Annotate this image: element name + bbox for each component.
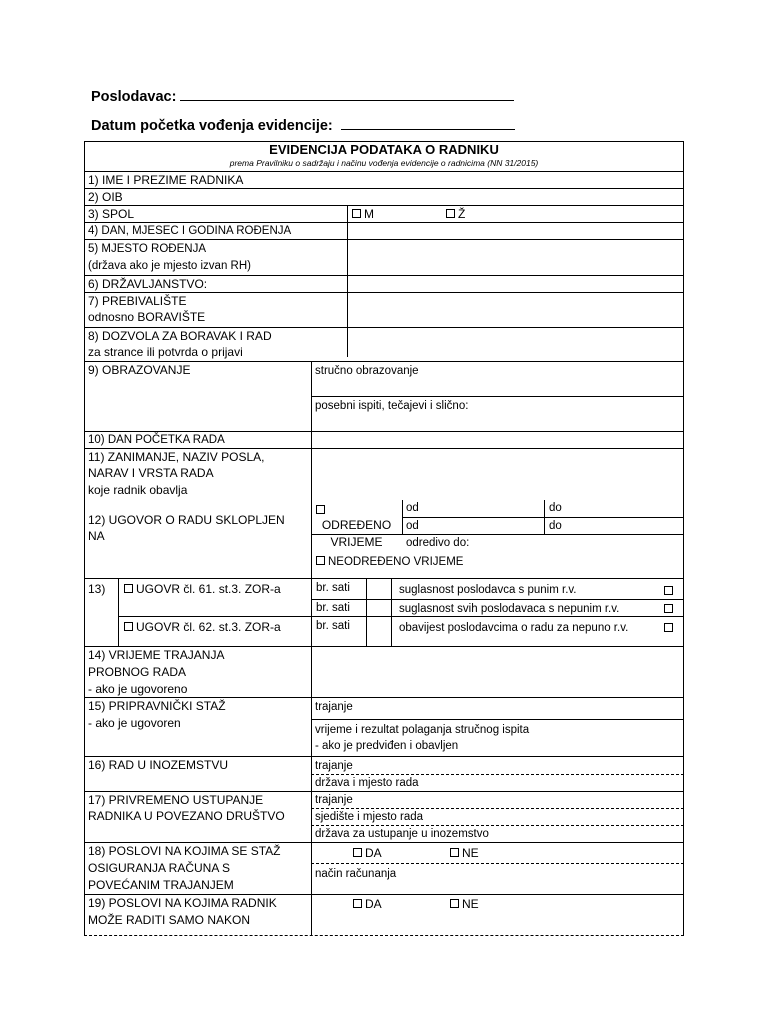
calculation-method: način računanja [315, 868, 397, 880]
r18-no-option[interactable]: NE [450, 845, 479, 861]
hours-1: br. sati [316, 582, 350, 594]
row-5-birthplace: 5) MJESTO ROĐENJA [88, 243, 206, 255]
checkbox-icon[interactable] [446, 209, 455, 218]
education-professional: stručno obrazovanje [315, 365, 419, 377]
checkbox-icon[interactable] [352, 209, 361, 218]
row-19-jobs-2: MOŽE RADITI SAMO NAKON [88, 913, 251, 927]
checkbox-icon[interactable] [124, 584, 133, 593]
contract-61-option[interactable]: UGOVR čl. 61. st.3. ZOR-a [124, 581, 281, 597]
row-12-contract-na: NA [88, 529, 105, 543]
row-8-permit: 8) DOZVOLA ZA BORAVAK I RAD [88, 329, 272, 343]
assignment-country: država za ustupanje u inozemstvo [315, 828, 489, 840]
consent-full-time-checkbox-icon[interactable] [664, 586, 673, 595]
fixed-to-1: do [549, 502, 562, 514]
row-4-birthdate: 4) DAN, MJESEC I GODINA ROĐENJA [88, 225, 292, 237]
employer-input-line[interactable] [180, 86, 514, 101]
fixed-term-label-1: ODREĐENO [321, 518, 392, 532]
r19-yes-option[interactable]: DA [353, 896, 382, 912]
row-18-jobs-2: OSIGURANJA RAČUNA S [88, 861, 231, 875]
consent-full-time: suglasnost poslodavca s punim r.v. [399, 584, 577, 596]
internship-duration: trajanje [315, 701, 353, 713]
row-18-jobs-3: POVEĆANIM TRAJANJEM [88, 878, 234, 892]
row-15-internship: 15) PRIPRAVNIČKI STAŽ [88, 699, 226, 713]
row-7-note: odnosno BORAVIŠTE [88, 310, 206, 324]
start-date-line [91, 115, 515, 134]
row-7-residence: 7) PREBIVALIŠTE [88, 294, 187, 308]
row-14-probation: 14) VRIJEME TRAJANJA [88, 648, 225, 662]
row-11-type: NARAV I VRSTA RADA [88, 466, 214, 480]
fixed-determinable: odredivo do: [406, 537, 470, 549]
sex-z-option[interactable]: Ž [446, 206, 465, 222]
r19-no-option[interactable]: NE [450, 896, 479, 912]
form-title: EVIDENCIJA PODATAKA O RADNIKU [269, 142, 499, 157]
row-3-sex: 3) SPOL [88, 207, 135, 221]
row-17-assignment-2: RADNIKA U POVEZANO DRUŠTVO [88, 809, 285, 823]
notice-part-time-checkbox-icon[interactable] [664, 623, 673, 632]
row-14-probation-2: PROBNOG RADA [88, 665, 187, 679]
row-18-jobs: 18) POSLOVI NA KOJIMA SE STAŽ [88, 844, 281, 858]
row-17-assignment: 17) PRIVREMENO USTUPANJE [88, 793, 264, 807]
row-5-note: (država ako je mjesto izvan RH) [88, 260, 251, 272]
row-19-jobs: 19) POSLOVI NA KOJIMA RADNIK [88, 896, 277, 910]
contract-62-option[interactable]: UGOVR čl. 62. st.3. ZOR-a [124, 619, 281, 635]
assignment-seat: sjedište i mjesto rada [315, 811, 424, 823]
row-14-note: - ako je ugovoreno [88, 682, 188, 696]
row-16-abroad: 16) RAD U INOZEMSTVU [88, 758, 229, 772]
notice-part-time: obavijest poslodavcima o radu za nepuno r.v. [399, 622, 629, 634]
row-1-name: 1) IME I PREZIME RADNIKA [88, 173, 244, 187]
assignment-duration: trajanje [315, 794, 353, 806]
abroad-country: država i mjesto rada [315, 777, 419, 789]
form-subtitle: prema Pravilniku o sadržaju i načinu vođenja evidencije o radnicima (NN 31/2015) [229, 158, 539, 168]
hours-2: br. sati [316, 602, 350, 614]
row-6-citizenship: 6) DRŽAVLJANSTVO: [88, 277, 208, 291]
education-courses: posebni ispiti, tečajevi i slično: [315, 400, 469, 412]
start-date-input-line[interactable] [341, 115, 515, 130]
internship-exam: vrijeme i rezultat polaganja stručnog ispita [315, 724, 530, 736]
hours-3: br. sati [316, 620, 350, 632]
checkbox-icon[interactable] [124, 622, 133, 631]
checkbox-icon[interactable] [450, 899, 459, 908]
checkbox-icon[interactable] [316, 556, 325, 565]
fixed-from-1: od [406, 502, 419, 514]
row-8-note: za strance ili potvrda o prijavi [88, 345, 243, 359]
indefinite-term-option[interactable]: NEODREĐENO VRIJEME [316, 554, 463, 570]
employee-record-form [84, 141, 684, 936]
consent-part-time: suglasnost svih poslodavaca s nepunim r.v. [399, 603, 620, 615]
row-9-education: 9) OBRAZOVANJE [88, 363, 191, 377]
fixed-to-2: do [549, 520, 562, 532]
row-15-note: - ako je ugovoren [88, 716, 181, 730]
fixed-from-2: od [406, 520, 419, 532]
row-12-contract: 12) UGOVOR O RADU SKLOPLJEN [88, 513, 285, 527]
fixed-term-checkbox-icon[interactable] [316, 505, 325, 514]
row-11-occupation: 11) ZANIMANJE, NAZIV POSLA, [88, 450, 265, 464]
row-13-label: 13) [88, 582, 106, 596]
start-date-label: Datum početka vođenja evidencije: [91, 118, 333, 134]
employer-label: Poslodavac: [91, 89, 177, 105]
r18-yes-option[interactable]: DA [353, 845, 382, 861]
checkbox-icon[interactable] [353, 848, 362, 857]
checkbox-icon[interactable] [450, 848, 459, 857]
sex-m-option[interactable]: M [352, 206, 374, 222]
row-2-oib: 2) OIB [88, 190, 123, 204]
abroad-duration: trajanje [315, 760, 353, 772]
fixed-term-label-2: VRIJEME [330, 535, 383, 549]
internship-exam-note: - ako je predviđen i obavljen [315, 740, 459, 752]
row-10-start-date: 10) DAN POČETKA RADA [88, 434, 225, 446]
employer-line [91, 86, 514, 105]
consent-part-time-checkbox-icon[interactable] [664, 604, 673, 613]
checkbox-icon[interactable] [353, 899, 362, 908]
row-11-note: koje radnik obavlja [88, 483, 188, 497]
